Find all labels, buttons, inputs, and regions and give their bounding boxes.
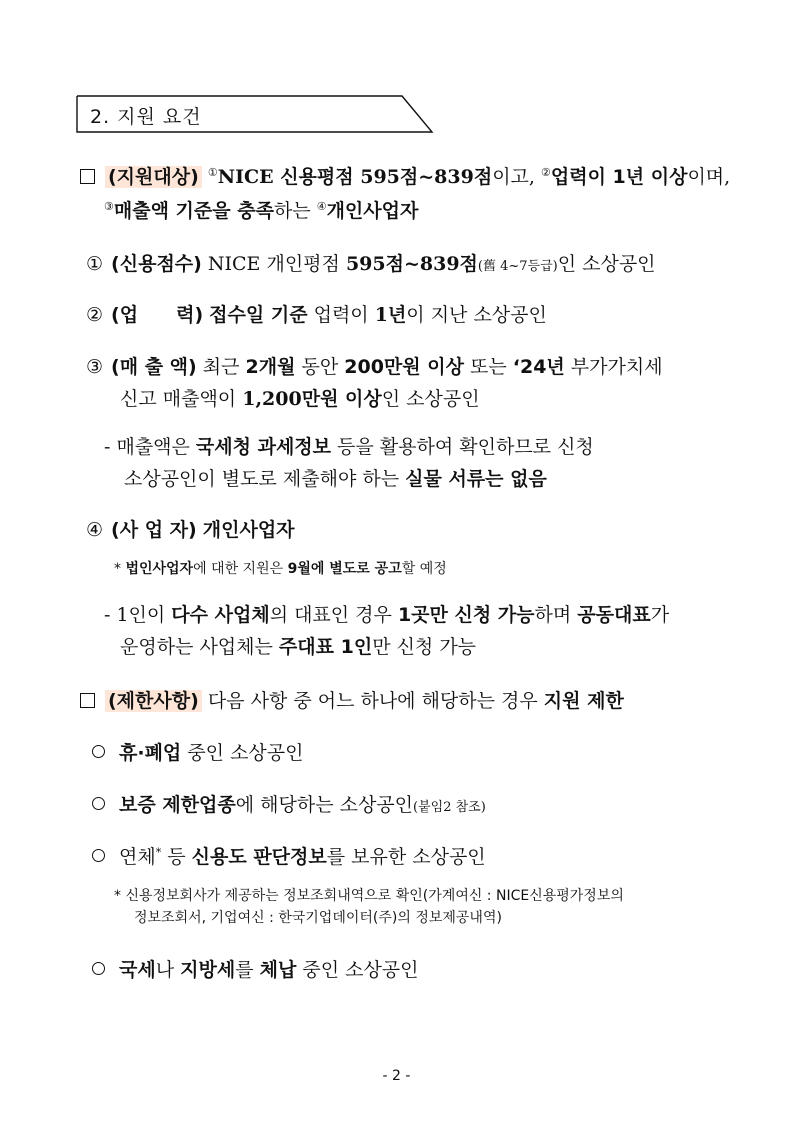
circle-bullet-icon bbox=[92, 745, 105, 758]
target-tag: (지원대상) bbox=[105, 166, 202, 188]
target-line-2: ③매출액 기준을 충족하는 ④개인사업자 bbox=[104, 200, 419, 222]
restriction-tag: (제한사항) bbox=[105, 690, 202, 712]
checkbox-square-icon bbox=[80, 693, 95, 708]
credit-footnote-line-1: * 신용정보회사가 제공하는 정보조회내역으로 확인(가계여신 : NICE신용평가정보의 bbox=[114, 888, 624, 904]
heading-label: 2. 지원 요건 bbox=[90, 106, 202, 128]
restriction-bullet-industry: 보증 제한업종에 해당하는 소상공인(붙임2 참조) bbox=[92, 790, 486, 817]
credit-score-item: ① (신용점수) NICE 개인평점 595점~839점(舊 4~7등급)인 소상공인 bbox=[86, 253, 656, 275]
sales-note-line-1: - 매출액은 국세청 과세정보 등을 활용하여 확인하므로 신청 bbox=[104, 436, 594, 458]
circle-bullet-icon bbox=[92, 849, 105, 862]
business-star-note: * 법인사업자에 대한 지원은 9월에 별도로 공고할 예정 bbox=[114, 561, 447, 577]
sales-item-line-2: 신고 매출액이 1,200만원 이상인 소상공인 bbox=[120, 388, 480, 410]
circle-bullet-icon bbox=[92, 797, 105, 810]
target-line-1: (지원대상) ①NICE 신용평점 595점~839점이고, ②업력이 1년 이상이며, bbox=[80, 162, 730, 189]
restriction-bullet-tax: 국세나 지방세를 체납 중인 소상공인 bbox=[92, 955, 419, 982]
page-number: - 2 - bbox=[382, 1068, 411, 1084]
restriction-bullet-closure: 휴·폐업 중인 소상공인 bbox=[92, 738, 304, 765]
business-type-item: ④ (사 업 자) 개인사업자 bbox=[86, 519, 295, 541]
restriction-bullet-credit: 연체* 등 신용도 판단정보를 보유한 소상공인 bbox=[92, 842, 486, 869]
section-heading bbox=[76, 95, 434, 133]
business-dash-line-1: - 1인이 다수 사업체의 대표인 경우 1곳만 신청 가능하며 공동대표가 bbox=[104, 604, 670, 626]
checkbox-square-icon bbox=[80, 169, 95, 184]
business-history-item: ② (업 력) 접수일 기준 업력이 1년이 지난 소상공인 bbox=[86, 304, 547, 326]
business-dash-line-2: 운영하는 사업체는 주대표 1인만 신청 가능 bbox=[120, 636, 477, 658]
sales-item-line-1: ③ (매 출 액) 최근 2개월 동안 200만원 이상 또는 ‘24년 부가가치세 bbox=[86, 356, 663, 378]
sales-note-line-2: 소상공인이 별도로 제출해야 하는 실물 서류는 없음 bbox=[124, 468, 547, 490]
credit-footnote-line-2: 정보조회서, 기업여신 : 한국기업데이터(주)의 정보제공내역) bbox=[134, 910, 502, 926]
restriction-heading: (제한사항) 다음 사항 중 어느 하나에 해당하는 경우 지원 제한 bbox=[80, 686, 624, 713]
circle-bullet-icon bbox=[92, 962, 105, 975]
